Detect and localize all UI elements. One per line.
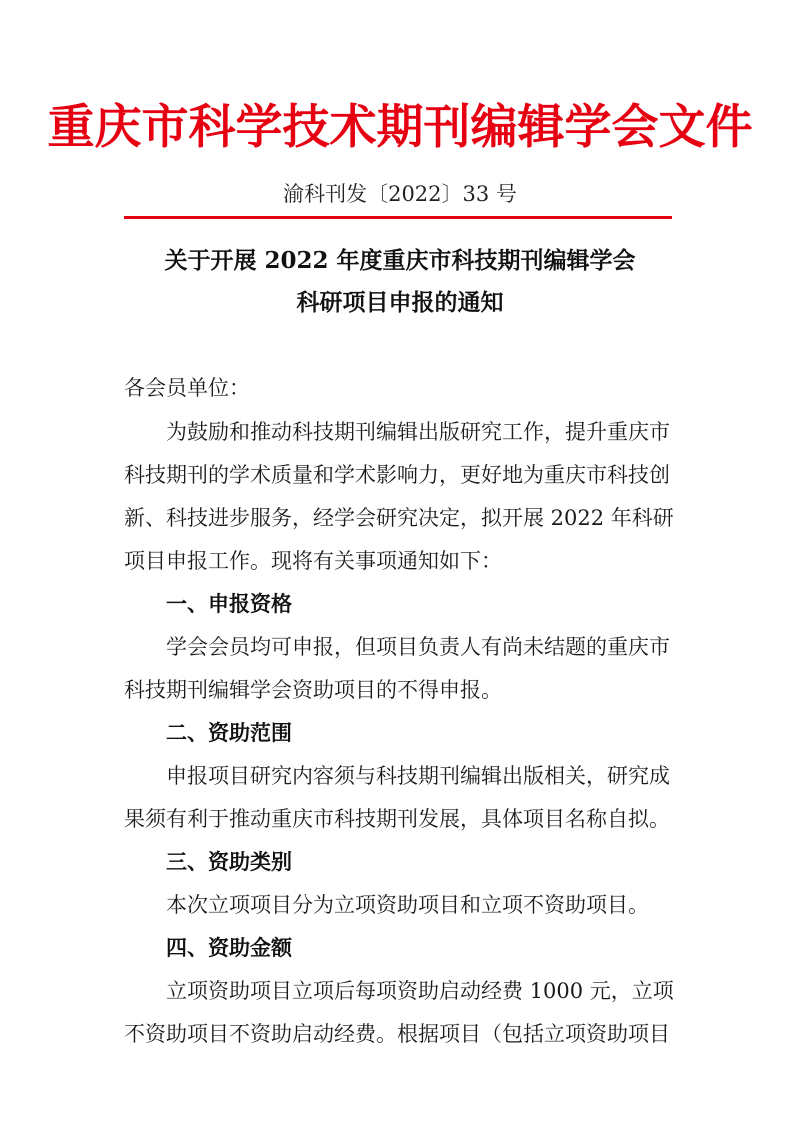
section-heading: 三、资助类别 [166, 850, 292, 874]
section-heading: 四、资助金额 [166, 936, 292, 960]
intro-line: 科技期刊的学术质量和学术影响力，更好地为重庆市科技创 [124, 463, 670, 487]
salutation: 各会员单位： [124, 376, 250, 400]
intro-line: 项目申报工作。现将有关事项通知如下： [124, 549, 502, 573]
section-heading: 二、资助范围 [166, 721, 292, 745]
section-text-line: 申报项目研究内容须与科技期刊编辑出版相关，研究成 [166, 764, 670, 788]
section-text-line: 果须有利于推动重庆市科技期刊发展，具体项目名称自拟。 [124, 807, 670, 831]
intro-line: 为鼓励和推动科技期刊编辑出版研究工作，提升重庆市 [166, 420, 670, 444]
section-text-line: 本次立项项目分为立项资助项目和立项不资助项目。 [166, 893, 649, 917]
section-text-line: 立项资助项目立项后每项资助启动经费 1000 元，立项 [166, 979, 674, 1003]
document-number: 渝科刊发〔2022〕33 号 [283, 182, 517, 206]
notice-title-line-2: 科研项目申报的通知 [296, 289, 504, 316]
section-text-line: 不资助项目不资助启动经费。根据项目（包括立项资助项目 [124, 1022, 670, 1046]
intro-line: 新、科技进步服务，经学会研究决定，拟开展 2022 年科研 [124, 506, 674, 530]
section-heading: 一、申报资格 [166, 592, 292, 616]
section-text-line: 学会会员均可申报，但项目负责人有尚未结题的重庆市 [166, 635, 670, 659]
notice-title-line-1: 关于开展 2022 年度重庆市科技期刊编辑学会 [164, 247, 636, 274]
document-header-title: 重庆市科学技术期刊编辑学会文件 [47, 100, 753, 155]
section-text-line: 科技期刊编辑学会资助项目的不得申报。 [124, 678, 502, 702]
red-divider-line [124, 216, 672, 219]
